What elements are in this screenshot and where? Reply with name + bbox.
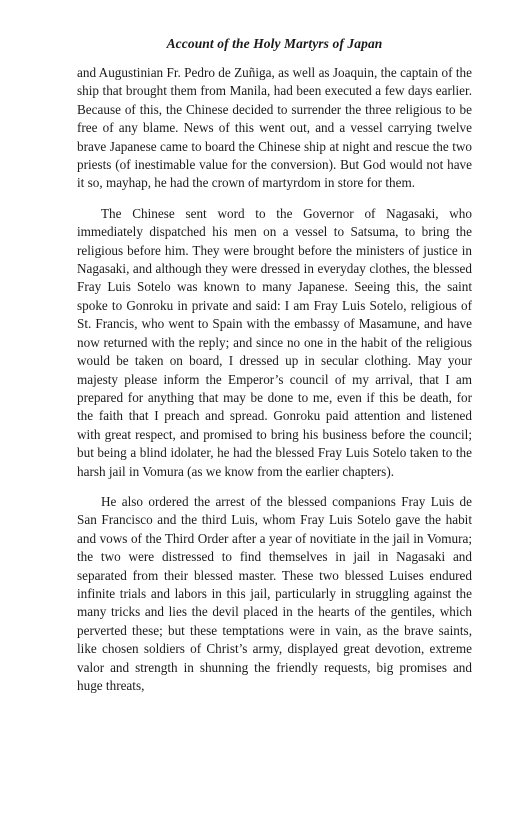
paragraph-arrest-of-companions: He also ordered the arrest of the blessed companions Fray Luis de San Francisco and the third Luis, whom Fray Luis Sotelo gave the habit and vows of the Third Order after a year of novitiate in the jail in Vomura; the two were distressed to find themselves in jail in Nagasaki and separated from their blessed master. These two blessed Luises endured infinite trials and labors in this jail, particularly in struggling against the many tricks and lies the devil placed in the hearts of the gentiles, which perverted these; but these temptations were in vain, as the brave saints, like chosen soldiers of Christ’s army, displayed great devotion, extreme valor and strength in shunning the friendly requests, big promises and huge threats, <box>77 493 472 693</box>
paragraph-governor-of-nagasaki: The Chinese sent word to the Governor of Nagasaki, who immediately dispatched his men on a vessel to Satsuma, to bring the religious before him. They were brought before the ministers of justice in Nagasaki, and although they were dressed in everyday clothes, the blessed Fray Luis Sotelo was known to many Japanese. Seeing this, the saint spoke to Gonroku in private and said: I am Fray Luis Sotelo, religious of St. Francis, who went to Spain with the embassy of Masamune, and have now returned with the reply; and since no one in the habit of the religious would be taken on board, I dressed up in secular clothing. May your majesty please inform the Emperor’s council of my arrival, that I am prepared for anything that may be done to me, even if this be death, for the faith that I preach and spread. Gonroku paid attention and listened with great respect, and promised to bring his business before the council; but being a blind idolater, he had the blessed Fray Luis Sotelo taken to the harsh jail in Vomura (as we know from the earlier chapters). <box>77 205 472 479</box>
paragraph-continued: and Augustinian Fr. Pedro de Zuñiga, as well as Joaquin, the captain of the ship that brought them from Manila, had been executed a few days earlier. Because of this, the Chinese decided to surrender the three religious to be free of any blame. News of this went out, and a vessel carrying twelve brave Japanese came to board the Chinese ship at night and rescue the two priests (of inestimable value for the conversion). But God would not have it so, mayhap, he had the crown of martyrdom in store for them. <box>77 65 472 191</box>
running-title: Account of the Holy Martyrs of Japan <box>166 36 383 51</box>
